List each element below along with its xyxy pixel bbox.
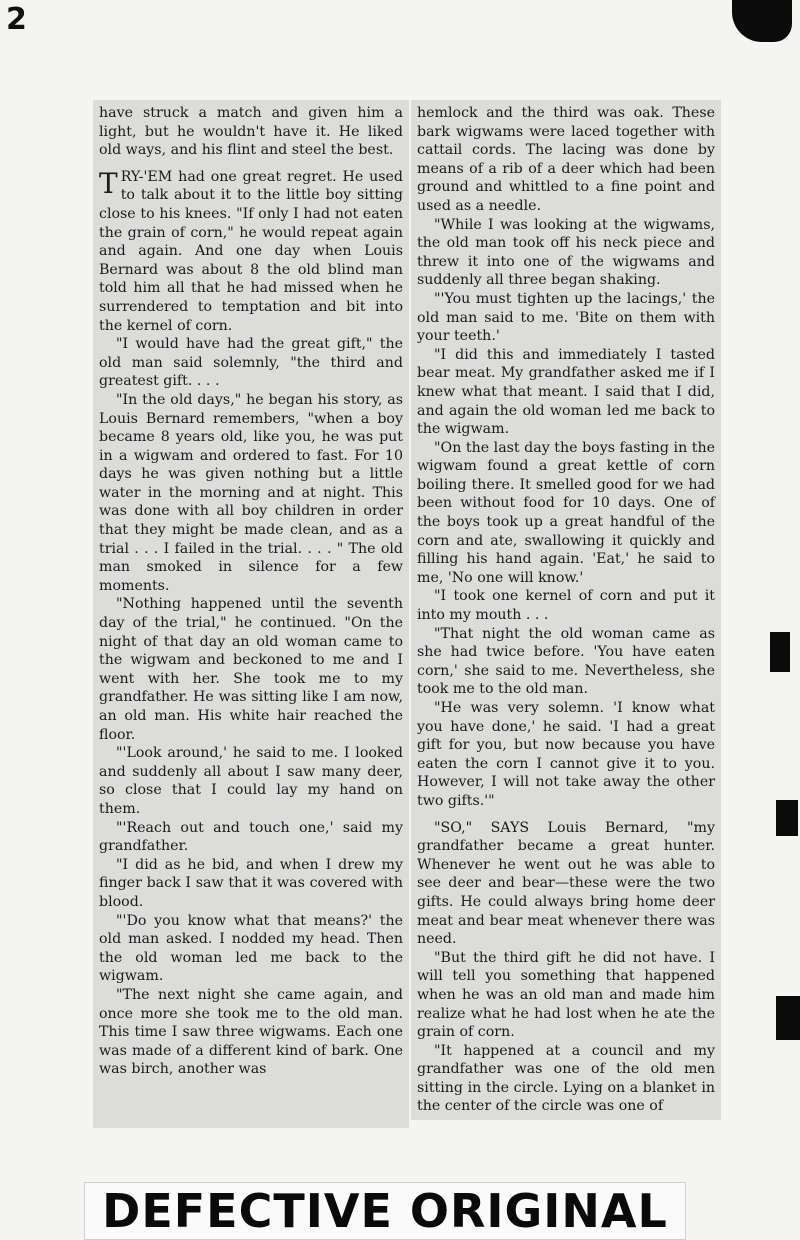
paragraph: TRY-'EM had one great regret. He used to talk about it to the little boy sitting close to his knees. "If only I had not eaten the grain of corn," he would repeat again and again. And one day when Louis Bernard was about 8 the old blind man told him all that he had missed when he surrendered to temptation and bit into the kernel of corn.: [99, 166, 403, 334]
page-number: 2: [6, 2, 27, 37]
paragraph: "The next night she came again, and once more she took me to the old man. This time I saw three wigwams. Each one was made of a different kind of bark. One was birch, another was: [99, 986, 403, 1078]
drop-cap: T: [99, 166, 118, 200]
paragraph: "It happened at a council and my grandfather was one of the old men sitting in the circle. Lying on a blanket in the center of the circle was one of: [417, 1042, 715, 1115]
paragraph: "SO," SAYS Louis Bernard, "my grandfather became a great hunter. Whenever he went out he was able to see deer and bear—these were the two gifts. He could always bring home deer meat and bear meat whenever there was need.: [417, 819, 715, 948]
paragraph: "While I was looking at the wigwams, the old man took off his neck piece and threw it into one of the wigwams and suddenly all three began shaking.: [417, 216, 715, 289]
paragraph: "I did this and immediately I tasted bear meat. My grandfather asked me if I knew what that meant. I said that I did, and again the old woman led me back to the wigwam.: [417, 346, 715, 438]
ink-blot: [732, 0, 792, 42]
paragraph: "On the last day the boys fasting in the wigwam found a great kettle of corn boiling there. It smelled good for we had been without food for 10 days. One of the boys took up a great handful of the corn and ate, swallowing it quickly and filling his hand again. 'Eat,' he said to me, 'No one will know.': [417, 439, 715, 586]
paragraph: "I took one kernel of corn and put it into my mouth . . .: [417, 588, 715, 624]
paragraph: "In the old days," he began his story, as Louis Bernard remembers, "when a boy became 8 years old, like you, he was put in a wigwam and ordered to fast. For 10 days he was given nothing but a little water in the morning and at night. This was done with all boy children in order that they might be made clean, and as a trial . . . I failed in the trial. . . . " The old man smoked in silence for a few moments.: [99, 391, 403, 594]
paragraph: "I did as he bid, and when I drew my finger back I saw that it was covered with blood.: [99, 856, 403, 910]
paragraph: "I would have had the great gift," the old man said solemnly, "the third and greatest gift. . . .: [99, 336, 403, 390]
paragraph: hemlock and the third was oak. These bark wigwams were laced together with cattail cords. The lacing was done by means of a rib of a deer which had been ground and whittled to a fine point and used as a needle.: [417, 105, 715, 214]
paragraph: "'You must tighten up the lacings,' the old man said to me. 'Bite on them with your teeth.': [417, 290, 715, 345]
paragraph: "'Do you know what that means?' the old man asked. I nodded my head. Then the old woman led me back to the wigwam.: [99, 912, 403, 985]
paragraph: have struck a match and given him a light, but he wouldn't have it. He liked old ways, and his flint and steel the best.: [99, 105, 403, 159]
defective-original-stamp: DEFECTIVE ORIGINAL: [84, 1182, 686, 1240]
paragraph: "Nothing happened until the seventh day of the trial," he continued. "On the night of that day an old woman came to the wigwam and beckoned to me and I went with her. She took me to my grandfather. He was sitting like I am now, an old man. His white hair reached the floor.: [99, 596, 403, 743]
edge-mark: [776, 996, 800, 1040]
paragraph: "That night the old woman came as she had twice before. 'You have eaten corn,' she said to me. Nevertheless, she took me to the old man.: [417, 625, 715, 698]
edge-mark: [776, 800, 798, 836]
right-column: [411, 100, 721, 1120]
paragraph: "'Reach out and touch one,' said my grandfather.: [99, 819, 403, 855]
edge-mark: [770, 632, 790, 672]
paragraph: "But the third gift he did not have. I will tell you something that happened when he was an old man and made him realize what he had lost when he ate the grain of corn.: [417, 949, 715, 1041]
paragraph: "'Look around,' he said to me. I looked and suddenly all about I saw many deer, so close that I could lay my hand on them.: [99, 745, 403, 817]
paragraph: "He was very solemn. 'I know what you have done,' he said. 'I had a great gift for you, but now because you have eaten the corn I cannot give it to you. However, I will not take away the other two gifts.'": [417, 700, 715, 809]
left-column: [93, 100, 409, 1128]
